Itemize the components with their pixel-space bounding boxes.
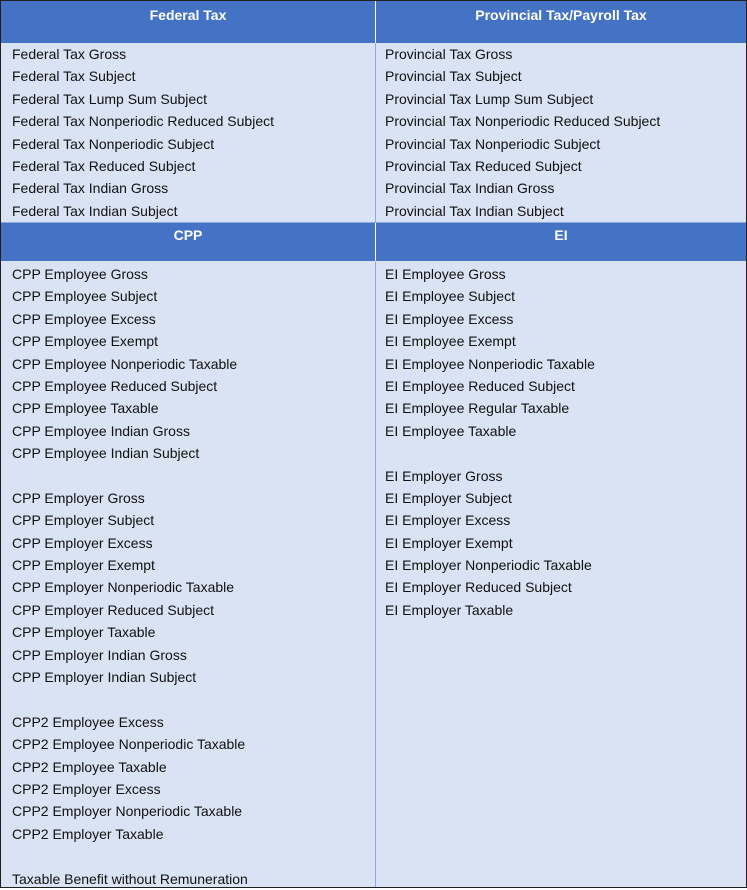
- list-item: EI Employee Excess: [385, 310, 514, 327]
- list-item: CPP Employee Subject: [12, 288, 158, 305]
- list-item: Provincial Tax Indian Subject: [385, 202, 564, 219]
- list-item: Federal Tax Indian Gross: [12, 180, 169, 197]
- list-item: CPP Employee Indian Subject: [12, 445, 200, 462]
- list-item: CPP2 Employer Excess: [12, 780, 161, 797]
- list-item: CPP Employee Reduced Subject: [12, 377, 218, 394]
- list-item: EI Employer Nonperiodic Taxable: [385, 557, 592, 574]
- list-item: CPP Employee Taxable: [12, 400, 159, 417]
- list-item: CPP Employer Gross: [12, 489, 145, 506]
- list-item: CPP Employee Nonperiodic Taxable: [12, 355, 238, 372]
- header-ei: EI: [554, 227, 568, 243]
- list-item: EI Employer Subject: [385, 489, 512, 506]
- list-item: Provincial Tax Lump Sum Subject: [385, 90, 594, 107]
- list-item: CPP2 Employee Nonperiodic Taxable: [12, 736, 246, 753]
- header-row-2: [1, 223, 746, 261]
- header-federal: Federal Tax: [149, 7, 227, 23]
- list-item: Federal Tax Gross: [12, 46, 127, 62]
- list-item: CPP2 Employee Taxable: [12, 758, 167, 775]
- list-item: Federal Tax Reduced Subject: [12, 157, 196, 174]
- list-item: CPP Employer Nonperiodic Taxable: [12, 579, 235, 596]
- list-item: Provincial Tax Nonperiodic Subject: [385, 135, 601, 152]
- list-item: CPP Employer Taxable: [12, 624, 156, 641]
- spacer: [12, 688, 248, 710]
- list-item: CPP Employee Indian Gross: [12, 422, 190, 439]
- list-item: EI Employee Gross: [385, 266, 506, 282]
- list-item: CPP Employee Exempt: [12, 333, 159, 350]
- list-item: Taxable Benefit without Remuneration: [12, 870, 248, 887]
- list-item: EI Employer Taxable: [385, 601, 514, 618]
- list-item: Provincial Tax Nonperiodic Reduced Subject: [385, 113, 661, 130]
- provincial-list: [385, 43, 660, 222]
- list-item: EI Employee Subject: [385, 288, 515, 305]
- list-item: Federal Tax Subject: [12, 68, 136, 85]
- spacer: [12, 465, 248, 487]
- list-item: EI Employer Exempt: [385, 534, 513, 551]
- list-item: Provincial Tax Indian Gross: [385, 180, 555, 197]
- list-item: EI Employee Nonperiodic Taxable: [385, 355, 595, 372]
- list-item: CPP Employer Indian Subject: [12, 669, 197, 686]
- list-item: Provincial Tax Gross: [385, 46, 513, 62]
- list-item: EI Employee Exempt: [385, 333, 516, 350]
- list-item: CPP Employer Reduced Subject: [12, 601, 215, 618]
- list-item: Federal Tax Lump Sum Subject: [12, 90, 208, 107]
- list-item: CPP Employer Subject: [12, 512, 155, 529]
- list-item: CPP Employee Gross: [12, 266, 148, 282]
- list-item: CPP Employer Exempt: [12, 557, 155, 574]
- spacer: [12, 845, 248, 867]
- list-item: CPP2 Employer Nonperiodic Taxable: [12, 803, 243, 820]
- list-item: EI Employer Excess: [385, 512, 511, 529]
- ei-list: [385, 263, 595, 621]
- cpp-list: [12, 263, 248, 890]
- federal-list: [12, 43, 274, 222]
- column-divider: [375, 1, 376, 887]
- list-item: CPP Employer Indian Gross: [12, 646, 187, 663]
- list-item: EI Employee Taxable: [385, 422, 517, 439]
- list-item: CPP2 Employee Excess: [12, 713, 164, 730]
- list-item: CPP Employer Excess: [12, 534, 153, 551]
- header-provincial: Provincial Tax/Payroll Tax: [475, 7, 647, 23]
- list-item: Provincial Tax Subject: [385, 68, 522, 85]
- list-item: EI Employer Reduced Subject: [385, 579, 572, 596]
- list-item: Federal Tax Indian Subject: [12, 202, 178, 219]
- header-cpp: CPP: [173, 227, 203, 243]
- list-item: Federal Tax Nonperiodic Subject: [12, 135, 215, 152]
- list-item: EI Employee Reduced Subject: [385, 377, 575, 394]
- list-item: EI Employer Gross: [385, 467, 503, 484]
- list-item: CPP Employee Excess: [12, 310, 156, 327]
- list-item: Provincial Tax Reduced Subject: [385, 157, 582, 174]
- header-row-1: [1, 1, 746, 43]
- spacer: [385, 442, 595, 464]
- list-item: Federal Tax Nonperiodic Reduced Subject: [12, 113, 275, 130]
- list-item: CPP2 Employer Taxable: [12, 825, 164, 842]
- list-item: EI Employee Regular Taxable: [385, 400, 570, 417]
